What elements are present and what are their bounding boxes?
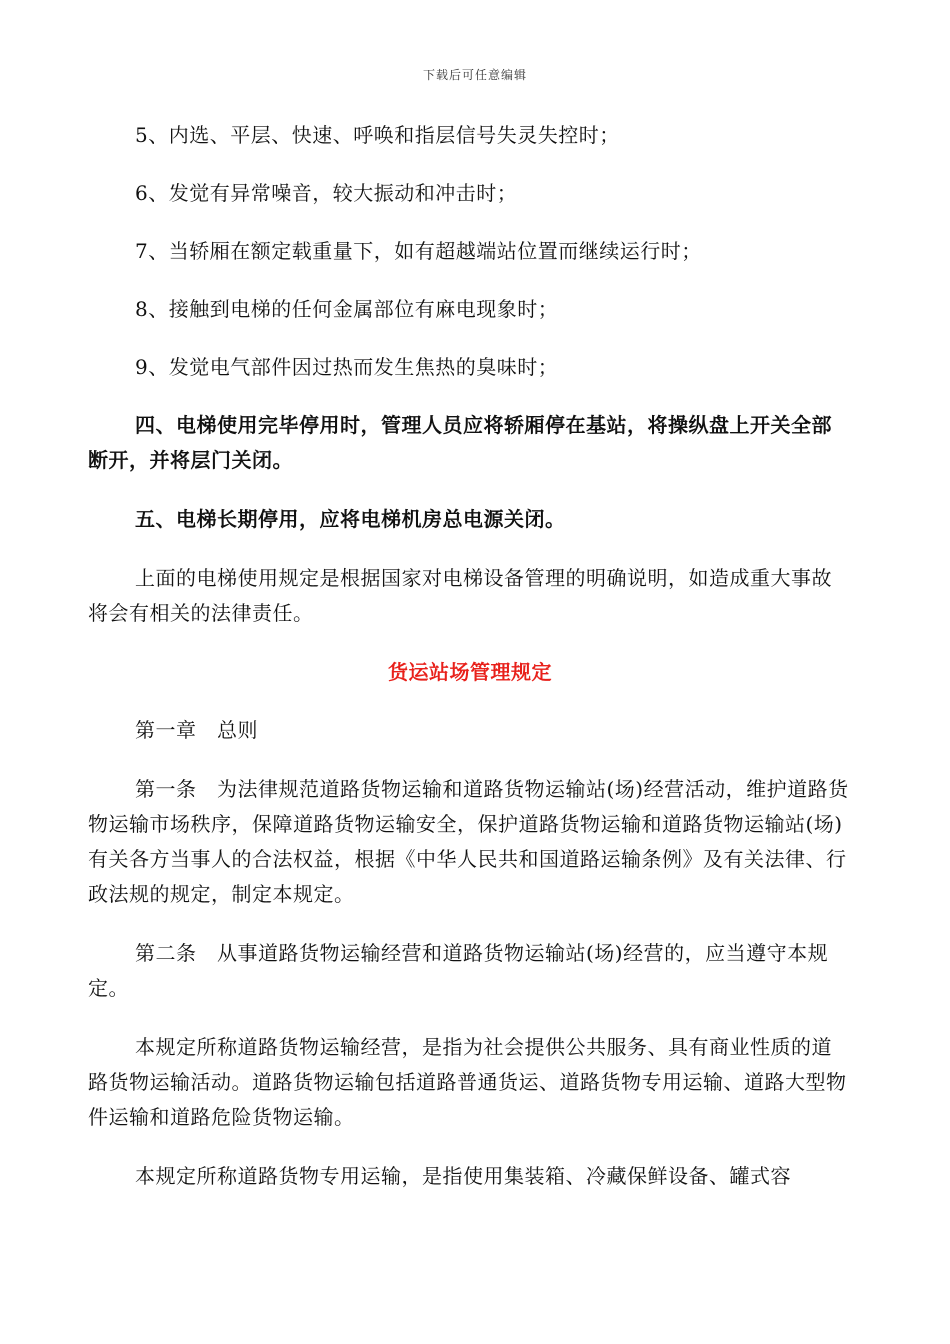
article-1: 第一条 为法律规范道路货物运输和道路货物运输站(场)经营活动，维护道路货物运输市场秩序，保障道路货物运输安全，保护道路货物运输和道路货物运输站(场)有关各方当事人的合法权益，根据《中华人民共和国道路运输条例》及有关法律、行政法规的规定，制定本规定。 bbox=[88, 777, 849, 906]
rule-five: 五、电梯长期停用，应将电梯机房总电源关闭。 bbox=[135, 507, 566, 531]
list-item-6: 6、发觉有异常噪音，较大振动和冲击时； bbox=[135, 181, 518, 205]
list-item-8: 8、接触到电梯的任何金属部位有麻电现象时； bbox=[135, 297, 559, 321]
section-title: 货运站场管理规定 bbox=[388, 660, 552, 684]
chapter-heading: 第一章 总则 bbox=[135, 718, 258, 742]
header-note: 下载后可任意编辑 bbox=[422, 68, 527, 82]
article-2: 第二条 从事道路货物运输经营和道路货物运输站(场)经营的，应当遵守本规定。 bbox=[88, 941, 829, 1000]
definition-paragraph-2: 本规定所称道路货物专用运输，是指使用集装箱、冷藏保鲜设备、罐式容 bbox=[135, 1164, 791, 1188]
closing-paragraph: 上面的电梯使用规定是根据国家对电梯设备管理的明确说明，如造成重大事故将会有相关的法律责任。 bbox=[88, 566, 832, 625]
rule-four: 四、电梯使用完毕停用时，管理人员应将轿厢停在基站，将操纵盘上开关全部断开，并将层门关闭。 bbox=[88, 413, 832, 472]
list-item-9: 9、发觉电气部件因过热而发生焦热的臭味时； bbox=[135, 355, 559, 379]
list-item-7: 7、当轿厢在额定载重量下，如有超越端站位置而继续运行时； bbox=[135, 239, 702, 263]
document-body bbox=[88, 118, 852, 1194]
definition-paragraph-1: 本规定所称道路货物运输经营，是指为社会提供公共服务、具有商业性质的道路货物运输活动。道路货物运输包括道路普通货运、道路货物专用运输、道路大型物件运输和道路危险货物运输。 bbox=[88, 1035, 847, 1129]
list-item-5: 5、内选、平层、快速、呼唤和指层信号失灵失控时； bbox=[135, 123, 620, 147]
